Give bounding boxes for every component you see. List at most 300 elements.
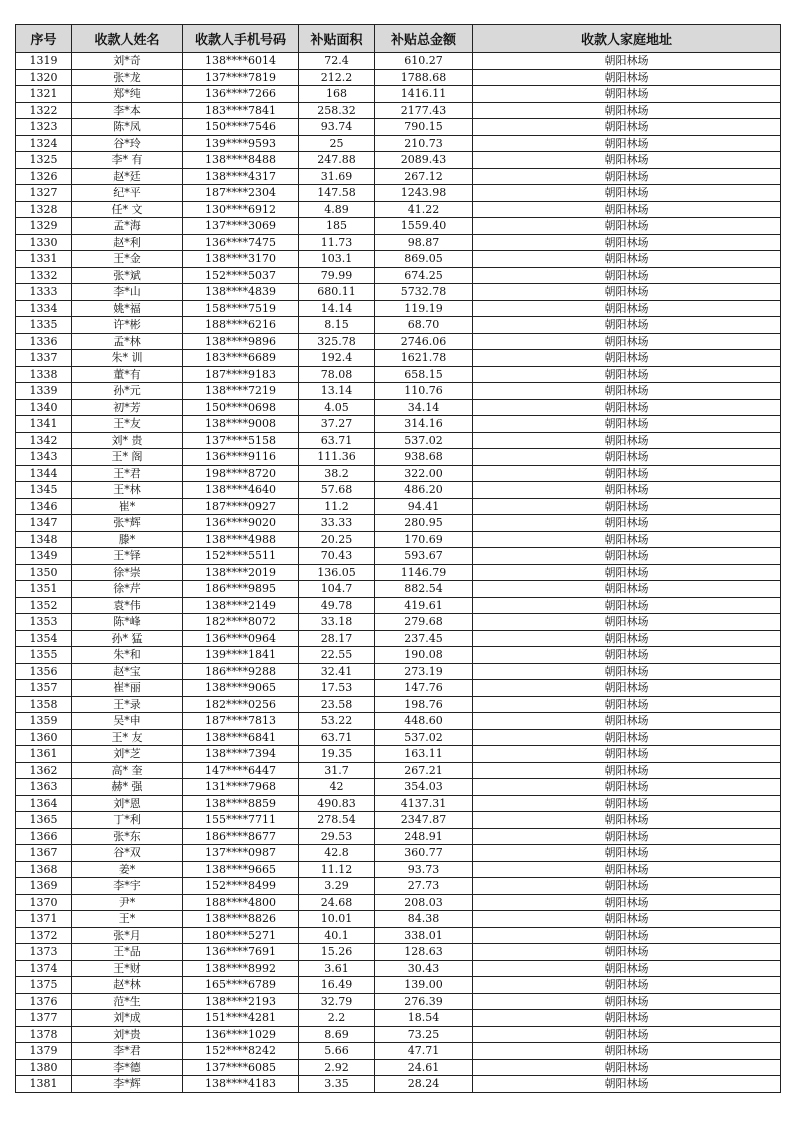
table-row: [16, 762, 781, 779]
serial-cell: 1332: [16, 267, 72, 284]
address-cell: 朝阳林场: [473, 960, 781, 977]
name-cell: 王*铎: [72, 548, 183, 565]
address-cell: 朝阳林场: [473, 201, 781, 218]
table-row: [16, 300, 781, 317]
phone-cell: 137****6085: [183, 1059, 299, 1076]
table-row: [16, 102, 781, 119]
address-cell: 朝阳林场: [473, 168, 781, 185]
table-row: [16, 284, 781, 301]
area-cell: 14.14: [299, 300, 375, 317]
serial-cell: 1333: [16, 284, 72, 301]
area-cell: 3.61: [299, 960, 375, 977]
area-cell: 168: [299, 86, 375, 103]
address-cell: 朝阳林场: [473, 845, 781, 862]
amount-cell: 27.73: [375, 878, 473, 895]
area-cell: 5.66: [299, 1043, 375, 1060]
amount-cell: 170.69: [375, 531, 473, 548]
serial-cell: 1320: [16, 69, 72, 86]
area-cell: 33.18: [299, 614, 375, 631]
serial-cell: 1324: [16, 135, 72, 152]
area-cell: 247.88: [299, 152, 375, 169]
table-row: [16, 663, 781, 680]
address-cell: 朝阳林场: [473, 548, 781, 565]
name-cell: 孙* 猛: [72, 630, 183, 647]
serial-cell: 1346: [16, 498, 72, 515]
area-cell: 20.25: [299, 531, 375, 548]
area-cell: 278.54: [299, 812, 375, 829]
phone-cell: 198****8720: [183, 465, 299, 482]
area-cell: 11.12: [299, 861, 375, 878]
name-cell: 李*山: [72, 284, 183, 301]
address-cell: 朝阳林场: [473, 267, 781, 284]
serial-cell: 1326: [16, 168, 72, 185]
area-cell: 16.49: [299, 977, 375, 994]
name-cell: 丁*利: [72, 812, 183, 829]
amount-cell: 267.21: [375, 762, 473, 779]
address-cell: 朝阳林场: [473, 680, 781, 697]
address-cell: 朝阳林场: [473, 102, 781, 119]
serial-cell: 1351: [16, 581, 72, 598]
amount-cell: 208.03: [375, 894, 473, 911]
serial-cell: 1367: [16, 845, 72, 862]
address-cell: 朝阳林场: [473, 762, 781, 779]
serial-cell: 1369: [16, 878, 72, 895]
address-cell: 朝阳林场: [473, 977, 781, 994]
table-row: [16, 944, 781, 961]
serial-cell: 1334: [16, 300, 72, 317]
name-cell: 尹*: [72, 894, 183, 911]
area-cell: 63.71: [299, 729, 375, 746]
table-row: [16, 630, 781, 647]
area-cell: 136.05: [299, 564, 375, 581]
area-cell: 42: [299, 779, 375, 796]
area-cell: 29.53: [299, 828, 375, 845]
name-cell: 孟*海: [72, 218, 183, 235]
name-cell: 李*德: [72, 1059, 183, 1076]
amount-cell: 1146.79: [375, 564, 473, 581]
phone-cell: 138****7219: [183, 383, 299, 400]
phone-cell: 138****3170: [183, 251, 299, 268]
name-cell: 张*辉: [72, 515, 183, 532]
area-cell: 2.92: [299, 1059, 375, 1076]
phone-cell: 130****6912: [183, 201, 299, 218]
phone-cell: 139****1841: [183, 647, 299, 664]
name-cell: 任* 文: [72, 201, 183, 218]
col-header-amount: 补贴总金额: [375, 25, 473, 53]
amount-cell: 2177.43: [375, 102, 473, 119]
name-cell: 张*龙: [72, 69, 183, 86]
name-cell: 崔*丽: [72, 680, 183, 697]
amount-cell: 147.76: [375, 680, 473, 697]
serial-cell: 1340: [16, 399, 72, 416]
table-row: [16, 185, 781, 202]
address-cell: 朝阳林场: [473, 696, 781, 713]
area-cell: 17.53: [299, 680, 375, 697]
phone-cell: 182****0256: [183, 696, 299, 713]
area-cell: 53.22: [299, 713, 375, 730]
phone-cell: 183****7841: [183, 102, 299, 119]
name-cell: 陈*凤: [72, 119, 183, 136]
table-row: [16, 432, 781, 449]
area-cell: 680.11: [299, 284, 375, 301]
area-cell: 32.41: [299, 663, 375, 680]
phone-cell: 187****7813: [183, 713, 299, 730]
area-cell: 111.36: [299, 449, 375, 466]
serial-cell: 1379: [16, 1043, 72, 1060]
name-cell: 纪*平: [72, 185, 183, 202]
serial-cell: 1373: [16, 944, 72, 961]
amount-cell: 2746.06: [375, 333, 473, 350]
area-cell: 3.35: [299, 1076, 375, 1093]
name-cell: 刘*贵: [72, 1026, 183, 1043]
address-cell: 朝阳林场: [473, 498, 781, 515]
amount-cell: 448.60: [375, 713, 473, 730]
serial-cell: 1341: [16, 416, 72, 433]
area-cell: 147.58: [299, 185, 375, 202]
serial-cell: 1381: [16, 1076, 72, 1093]
address-cell: 朝阳林场: [473, 1076, 781, 1093]
amount-cell: 658.15: [375, 366, 473, 383]
phone-cell: 151****4281: [183, 1010, 299, 1027]
address-cell: 朝阳林场: [473, 663, 781, 680]
area-cell: 22.55: [299, 647, 375, 664]
amount-cell: 2089.43: [375, 152, 473, 169]
name-cell: 许*彬: [72, 317, 183, 334]
amount-cell: 210.73: [375, 135, 473, 152]
table-row: [16, 267, 781, 284]
amount-cell: 47.71: [375, 1043, 473, 1060]
phone-cell: 138****7394: [183, 746, 299, 763]
table-row: [16, 119, 781, 136]
name-cell: 徐*芹: [72, 581, 183, 598]
name-cell: 王*金: [72, 251, 183, 268]
address-cell: 朝阳林场: [473, 878, 781, 895]
table-row: [16, 812, 781, 829]
table-row: [16, 531, 781, 548]
name-cell: 吴*申: [72, 713, 183, 730]
table-row: [16, 1010, 781, 1027]
serial-cell: 1337: [16, 350, 72, 367]
table-row: [16, 861, 781, 878]
amount-cell: 1788.68: [375, 69, 473, 86]
table-row: [16, 927, 781, 944]
amount-cell: 486.20: [375, 482, 473, 499]
address-cell: 朝阳林场: [473, 119, 781, 136]
table-row: [16, 581, 781, 598]
serial-cell: 1380: [16, 1059, 72, 1076]
amount-cell: 279.68: [375, 614, 473, 631]
address-cell: 朝阳林场: [473, 399, 781, 416]
area-cell: 93.74: [299, 119, 375, 136]
area-cell: 4.89: [299, 201, 375, 218]
phone-cell: 137****3069: [183, 218, 299, 235]
name-cell: 徐*崇: [72, 564, 183, 581]
name-cell: 李*辉: [72, 1076, 183, 1093]
amount-cell: 5732.78: [375, 284, 473, 301]
area-cell: 42.8: [299, 845, 375, 862]
amount-cell: 139.00: [375, 977, 473, 994]
serial-cell: 1344: [16, 465, 72, 482]
area-cell: 31.7: [299, 762, 375, 779]
amount-cell: 41.22: [375, 201, 473, 218]
table-row: [16, 465, 781, 482]
phone-cell: 137****5158: [183, 432, 299, 449]
area-cell: 3.29: [299, 878, 375, 895]
amount-cell: 110.76: [375, 383, 473, 400]
area-cell: 10.01: [299, 911, 375, 928]
area-cell: 78.08: [299, 366, 375, 383]
amount-cell: 938.68: [375, 449, 473, 466]
table-row: [16, 317, 781, 334]
name-cell: 刘* 贵: [72, 432, 183, 449]
phone-cell: 150****7546: [183, 119, 299, 136]
phone-cell: 138****8859: [183, 795, 299, 812]
area-cell: 11.2: [299, 498, 375, 515]
address-cell: 朝阳林场: [473, 416, 781, 433]
name-cell: 王*财: [72, 960, 183, 977]
phone-cell: 138****6841: [183, 729, 299, 746]
name-cell: 李* 有: [72, 152, 183, 169]
phone-cell: 188****6216: [183, 317, 299, 334]
area-cell: 72.4: [299, 53, 375, 70]
phone-cell: 138****9665: [183, 861, 299, 878]
area-cell: 25: [299, 135, 375, 152]
name-cell: 赵*林: [72, 977, 183, 994]
table-row: [16, 399, 781, 416]
table-row: [16, 201, 781, 218]
table-row: [16, 366, 781, 383]
phone-cell: 186****8677: [183, 828, 299, 845]
area-cell: 33.33: [299, 515, 375, 532]
serial-cell: 1325: [16, 152, 72, 169]
address-cell: 朝阳林场: [473, 779, 781, 796]
table-row: [16, 449, 781, 466]
name-cell: 张*斌: [72, 267, 183, 284]
name-cell: 王*林: [72, 482, 183, 499]
phone-cell: 138****8826: [183, 911, 299, 928]
address-cell: 朝阳林场: [473, 647, 781, 664]
name-cell: 王*品: [72, 944, 183, 961]
address-cell: 朝阳林场: [473, 317, 781, 334]
table-row: [16, 350, 781, 367]
amount-cell: 1416.11: [375, 86, 473, 103]
address-cell: 朝阳林场: [473, 300, 781, 317]
amount-cell: 84.38: [375, 911, 473, 928]
phone-cell: 139****9593: [183, 135, 299, 152]
name-cell: 初*芳: [72, 399, 183, 416]
area-cell: 49.78: [299, 597, 375, 614]
name-cell: 王*: [72, 911, 183, 928]
address-cell: 朝阳林场: [473, 515, 781, 532]
address-cell: 朝阳林场: [473, 86, 781, 103]
phone-cell: 138****4839: [183, 284, 299, 301]
amount-cell: 163.11: [375, 746, 473, 763]
table-row: [16, 218, 781, 235]
table-row: [16, 498, 781, 515]
table-row: [16, 911, 781, 928]
address-cell: 朝阳林场: [473, 1043, 781, 1060]
serial-cell: 1361: [16, 746, 72, 763]
table-body: [16, 53, 781, 1093]
address-cell: 朝阳林场: [473, 135, 781, 152]
phone-cell: 188****4800: [183, 894, 299, 911]
area-cell: 8.69: [299, 1026, 375, 1043]
name-cell: 刘*奇: [72, 53, 183, 70]
amount-cell: 93.73: [375, 861, 473, 878]
phone-cell: 138****8488: [183, 152, 299, 169]
area-cell: 57.68: [299, 482, 375, 499]
amount-cell: 2347.87: [375, 812, 473, 829]
amount-cell: 1243.98: [375, 185, 473, 202]
col-header-area: 补贴面积: [299, 25, 375, 53]
phone-cell: 147****6447: [183, 762, 299, 779]
name-cell: 孙*元: [72, 383, 183, 400]
table-row: [16, 251, 781, 268]
table-row: [16, 152, 781, 169]
table-row: [16, 515, 781, 532]
name-cell: 赵*宝: [72, 663, 183, 680]
area-cell: 258.32: [299, 102, 375, 119]
area-cell: 38.2: [299, 465, 375, 482]
address-cell: 朝阳林场: [473, 746, 781, 763]
area-cell: 15.26: [299, 944, 375, 961]
phone-cell: 152****5037: [183, 267, 299, 284]
table-row: [16, 597, 781, 614]
name-cell: 滕*: [72, 531, 183, 548]
phone-cell: 138****4640: [183, 482, 299, 499]
serial-cell: 1345: [16, 482, 72, 499]
serial-cell: 1366: [16, 828, 72, 845]
amount-cell: 68.70: [375, 317, 473, 334]
serial-cell: 1362: [16, 762, 72, 779]
address-cell: 朝阳林场: [473, 911, 781, 928]
area-cell: 11.73: [299, 234, 375, 251]
serial-cell: 1335: [16, 317, 72, 334]
table-row: [16, 993, 781, 1010]
amount-cell: 248.91: [375, 828, 473, 845]
table-row: [16, 795, 781, 812]
serial-cell: 1322: [16, 102, 72, 119]
phone-cell: 131****7968: [183, 779, 299, 796]
name-cell: 赵*利: [72, 234, 183, 251]
amount-cell: 73.25: [375, 1026, 473, 1043]
address-cell: 朝阳林场: [473, 614, 781, 631]
serial-cell: 1331: [16, 251, 72, 268]
table-row: [16, 135, 781, 152]
name-cell: 张*月: [72, 927, 183, 944]
phone-cell: 155****7711: [183, 812, 299, 829]
area-cell: 104.7: [299, 581, 375, 598]
serial-cell: 1348: [16, 531, 72, 548]
area-cell: 37.27: [299, 416, 375, 433]
serial-cell: 1374: [16, 960, 72, 977]
serial-cell: 1372: [16, 927, 72, 944]
amount-cell: 674.25: [375, 267, 473, 284]
name-cell: 赫* 强: [72, 779, 183, 796]
table-row: [16, 729, 781, 746]
serial-cell: 1327: [16, 185, 72, 202]
phone-cell: 138****2149: [183, 597, 299, 614]
phone-cell: 180****5271: [183, 927, 299, 944]
amount-cell: 882.54: [375, 581, 473, 598]
table-row: [16, 713, 781, 730]
serial-cell: 1375: [16, 977, 72, 994]
address-cell: 朝阳林场: [473, 828, 781, 845]
name-cell: 刘*芝: [72, 746, 183, 763]
address-cell: 朝阳林场: [473, 53, 781, 70]
phone-cell: 136****7475: [183, 234, 299, 251]
area-cell: 19.35: [299, 746, 375, 763]
area-cell: 31.69: [299, 168, 375, 185]
table-row: [16, 1026, 781, 1043]
amount-cell: 24.61: [375, 1059, 473, 1076]
amount-cell: 273.19: [375, 663, 473, 680]
address-cell: 朝阳林场: [473, 1010, 781, 1027]
phone-cell: 152****8242: [183, 1043, 299, 1060]
amount-cell: 276.39: [375, 993, 473, 1010]
amount-cell: 128.63: [375, 944, 473, 961]
area-cell: 23.58: [299, 696, 375, 713]
serial-cell: 1319: [16, 53, 72, 70]
area-cell: 13.14: [299, 383, 375, 400]
name-cell: 朱*和: [72, 647, 183, 664]
phone-cell: 152****8499: [183, 878, 299, 895]
address-cell: 朝阳林场: [473, 449, 781, 466]
amount-cell: 537.02: [375, 432, 473, 449]
phone-cell: 136****7691: [183, 944, 299, 961]
name-cell: 赵*廷: [72, 168, 183, 185]
phone-cell: 186****9895: [183, 581, 299, 598]
serial-cell: 1330: [16, 234, 72, 251]
name-cell: 袁*伟: [72, 597, 183, 614]
name-cell: 董*有: [72, 366, 183, 383]
name-cell: 范*生: [72, 993, 183, 1010]
address-cell: 朝阳林场: [473, 812, 781, 829]
area-cell: 79.99: [299, 267, 375, 284]
area-cell: 63.71: [299, 432, 375, 449]
table-row: [16, 383, 781, 400]
table-row: [16, 416, 781, 433]
table-row: [16, 878, 781, 895]
amount-cell: 237.45: [375, 630, 473, 647]
table-row: [16, 1076, 781, 1093]
table-row: [16, 1043, 781, 1060]
name-cell: 李*宇: [72, 878, 183, 895]
phone-cell: 138****4317: [183, 168, 299, 185]
amount-cell: 419.61: [375, 597, 473, 614]
name-cell: 刘*成: [72, 1010, 183, 1027]
address-cell: 朝阳林场: [473, 993, 781, 1010]
table-row: [16, 86, 781, 103]
phone-cell: 136****9020: [183, 515, 299, 532]
serial-cell: 1323: [16, 119, 72, 136]
phone-cell: 138****9896: [183, 333, 299, 350]
name-cell: 崔*: [72, 498, 183, 515]
phone-cell: 136****9116: [183, 449, 299, 466]
phone-cell: 136****1029: [183, 1026, 299, 1043]
phone-cell: 138****4183: [183, 1076, 299, 1093]
serial-cell: 1336: [16, 333, 72, 350]
name-cell: 李*本: [72, 102, 183, 119]
address-cell: 朝阳林场: [473, 1059, 781, 1076]
col-header-name: 收款人姓名: [72, 25, 183, 53]
area-cell: 28.17: [299, 630, 375, 647]
amount-cell: 338.01: [375, 927, 473, 944]
table-row: [16, 53, 781, 70]
amount-cell: 28.24: [375, 1076, 473, 1093]
table-row: [16, 696, 781, 713]
phone-cell: 138****9065: [183, 680, 299, 697]
